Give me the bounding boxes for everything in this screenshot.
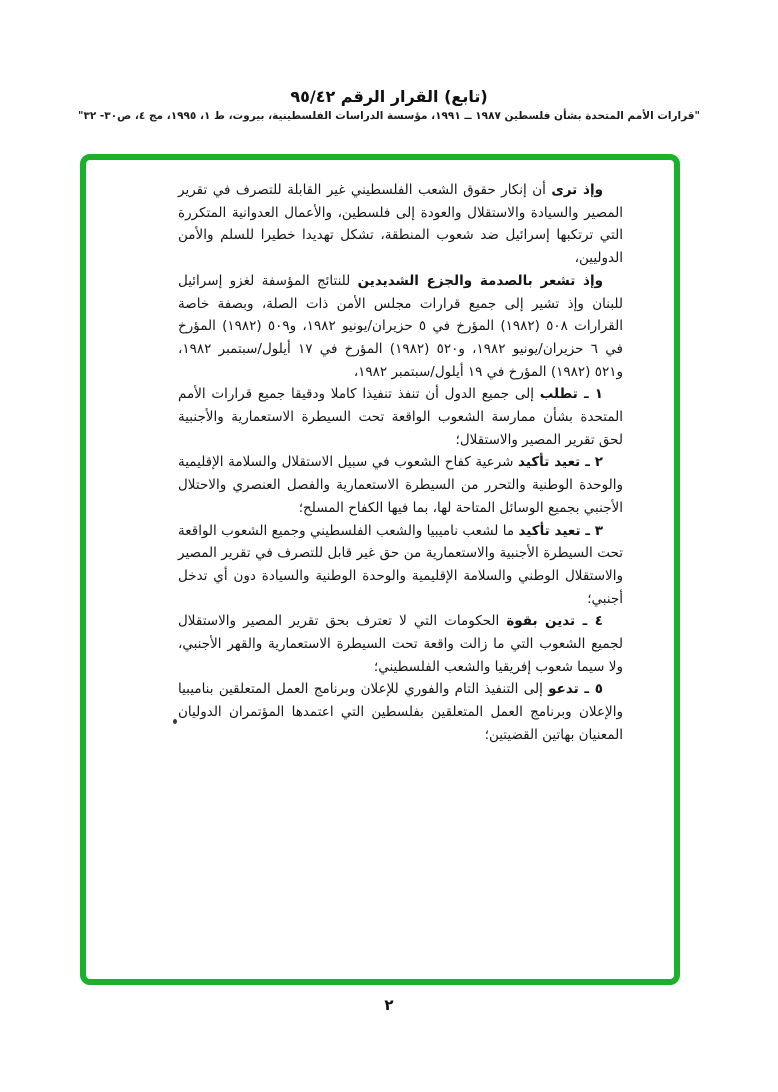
scan-artifact-dot bbox=[173, 719, 177, 724]
paragraph-body: إلى التنفيذ التام والفوري للإعلان وبرنامج العمل المتعلقين بناميبيا والإعلان وبرنامج العمل المتعلقين بفلسطين التي اعتمدها المؤتمران الدوليان المعنيان بهاتين القضيتين؛ bbox=[178, 681, 623, 743]
paragraph-lead: ٥ ـ تدعو bbox=[548, 681, 603, 698]
document-title: (تابع) القرار الرقم ٩٥/٤٢ bbox=[290, 86, 488, 106]
operative-paragraph-5 bbox=[178, 678, 623, 746]
paragraph-body: ما لشعب ناميبيا والشعب الفلسطيني وجميع الشعوب الواقعة تحت السيطرة الأجنبية والاستعمارية من حق غير قابل للتصرف في تقرير المصير والاستقلال الوطني والسلامة الإقليمية والوحدة الوطنية والسيادة دون أي تدخل أجنبي؛ bbox=[178, 522, 623, 607]
preamble-paragraph bbox=[178, 179, 623, 270]
source-citation: "قرارات الأمم المتحدة بشأن فلسطين ١٩٨٧ ــ ١٩٩١، مؤسسة الدراسات الفلسطينية، بيروت، ط ١، ١٩٩٥، مج ٤، ص٣٠- ٣٢" bbox=[77, 110, 701, 122]
page-number: ٢ bbox=[384, 996, 394, 1014]
paragraph-lead: ١ ـ تطلب bbox=[539, 386, 603, 403]
paragraph-body: أن إنكار حقوق الشعب الفلسطيني غير القابلة للتصرف في تقرير المصير والسيادة والاستقلال والعودة إلى فلسطين، والأعمال العدوانية المتكررة التي ترتكبها إسرائيل ضد شعوب المنطقة، تشكل تهديدا خطيرا للسلم والأمن الدوليين، bbox=[178, 182, 623, 267]
operative-paragraph-4 bbox=[178, 610, 623, 678]
paragraph-lead: ٣ ـ تعيد تأكيد bbox=[518, 522, 603, 539]
paragraph-body: شرعية كفاح الشعوب في سبيل الاستقلال والسلامة الإقليمية والوحدة الوطنية والتحرر من السيطرة الاستعمارية والفصل العنصري والاحتلال الأجنبي بجميع الوسائل المتاحة لها، بما فيها الكفاح المسلح؛ bbox=[178, 454, 623, 516]
paragraph-body: للنتائج المؤسفة لغزو إسرائيل للبنان وإذ تشير إلى جميع قرارات مجلس الأمن ذات الصلة، وبصفة خاصة القرارات ٥٠٨ (١٩٨٢) المؤرخ في ٥ حزيران/يونيو ١٩٨٢، و٥٠٩ (١٩٨٢) المؤرخ في ٦ حزيران/يونيو ١٩٨٢، و٥٢٠ (١٩٨٢) المؤرخ في ١٧ أيلول/سبتمبر ١٩٨٢، و٥٢١ (١٩٨٢) المؤرخ في ١٩ أيلول/سبتمبر ١٩٨٢، bbox=[178, 272, 624, 380]
operative-paragraph-1 bbox=[178, 383, 623, 451]
resolution-text bbox=[178, 179, 623, 747]
preamble-paragraph bbox=[178, 270, 623, 384]
paragraph-lead: وإذ تشعر بالصدمة والجزع الشديدين bbox=[357, 272, 603, 289]
operative-paragraph-3 bbox=[178, 520, 623, 611]
paragraph-lead: ٤ ـ تدين بقوة bbox=[506, 613, 603, 630]
paragraph-body: الحكومات التي لا تعترف بحق تقرير المصير والاستقلال لجميع الشعوب التي ما زالت واقعة تحت السيطرة الاستعمارية والقهر الأجنبي، ولا سيما شعوب إفريقيا والشعب الفلسطيني؛ bbox=[178, 613, 623, 675]
paragraph-lead: ٢ ـ تعيد تأكيد bbox=[518, 454, 604, 471]
paragraph-body: إلى جميع الدول أن تنفذ تنفيذا كاملا ودقيقا جميع قرارات الأمم المتحدة بشأن ممارسة الشعوب الواقعة تحت السيطرة الاستعمارية والأجنبية لحق تقرير المصير والاستقلال؛ bbox=[178, 386, 623, 448]
operative-paragraph-2 bbox=[178, 451, 623, 519]
paragraph-lead: وإذ ترى bbox=[551, 182, 603, 198]
